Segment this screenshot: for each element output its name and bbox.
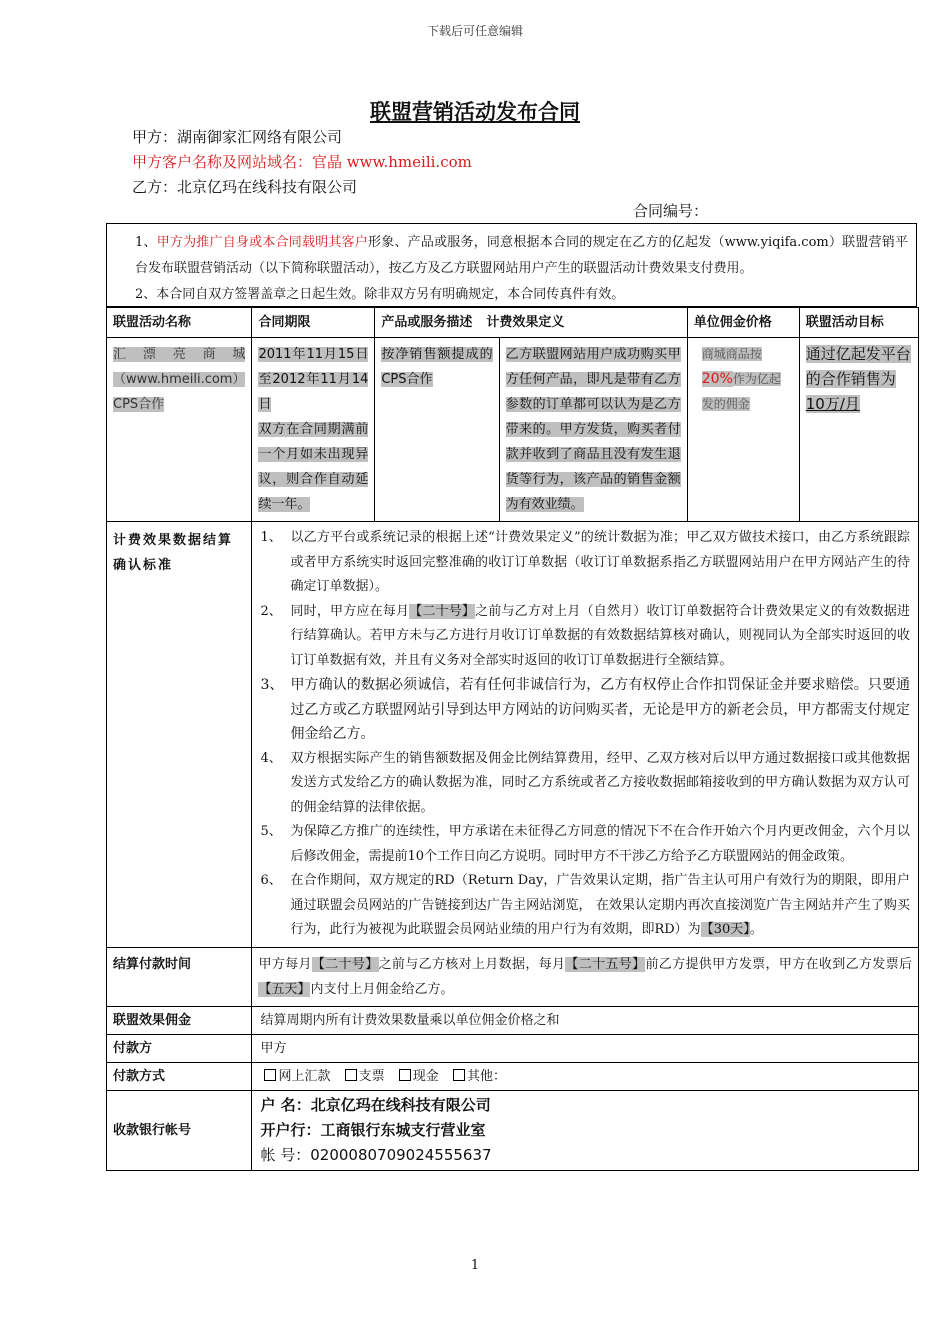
page-header-note: 下载后可任意编辑 [426,24,523,38]
list-item: 4、 双方根据实际产生的销售额数据及佣金比例结算费用，经甲、乙双方核对后以甲方通过数据接口或其他数据发送方式发给乙方的确认数据为准，同时乙方系统或者乙方接收数据邮箱接收到的甲方确认数据为双方认可的佣金结算的法律依据。 [260,750,910,815]
contract-table [106,307,919,1171]
pay-method-row [107,1062,919,1090]
party-a-client: 甲方客户名称及网站域名：官晶 www.hmeili.com [132,153,472,171]
bank-account-number: 帐 号：0200080709024555637 [260,1145,492,1164]
page-number: 1 [470,1258,480,1273]
party-b: 乙方：北京亿玛在线科技有限公司 [132,178,358,196]
table-header-row [107,308,919,338]
list-item: 5、 为保障乙方推广的连续性，甲方承诺在未征得乙方同意的情况下不在合作开始六个月内更改佣金，六个月以后修改佣金，需提前10个工作日向乙方说明。同时甲方不干涉乙方给予乙方联盟网站的佣金政策。 [260,824,910,864]
header-target: 联盟活动目标 [799,308,918,338]
bank-details [252,1090,919,1170]
table-data-row [107,338,919,522]
cell-activity-name: 汇漂亮商城（www.hmeili.com）CPS合作 [107,338,252,522]
list-item: 1、 以乙方平台或系统记录的根据上述“计费效果定义”的统计数据为准；甲乙双方做技术接口，由乙方系统跟踪或者甲方系统实时返回完整准确的收订订单数据（收订订单数据系指乙方联盟网站用户在甲方网站产生的待确定订单数据）。 [260,530,910,594]
header-product-effect: 产品或服务描述 计费效果定义 [375,308,687,338]
list-item: 2、 同时，甲方应在每月【二十号】之前与乙方对上月（自然月）收订订单数据符合计费效果定义的有效数据进行结算确认。若甲方未与乙方进行月收订订单数据的有效数据结算核对确认，则视同认为全部实时返回的收订订单数据有效，并且有义务对全部实时返回的收订订单数据进行全额结算。 [260,603,910,668]
party-a: 甲方：湖南御家汇网络有限公司 [132,128,343,146]
pay-method-options [252,1062,919,1090]
settle-label: 计费效果数据结算确认标准 [107,522,252,948]
commission-row [107,1006,919,1034]
payer-label: 付款方 [107,1034,252,1062]
payment-time-text: 甲方每月【二十号】之前与乙方核对上月数据，每月【二十五号】前乙方提供甲方发票，甲方在收到乙方发票后【五天】内支付上月佣金给乙方。 [252,947,919,1006]
settle-list [260,526,910,943]
bank-account-name: 户 名：北京亿玛在线科技有限公司 [260,1095,491,1114]
commission-percent: 20% [701,371,733,387]
target-amount: 10万/月 [805,395,860,413]
checkbox-other[interactable]: 其他： [453,1069,506,1084]
cell-period: 2011年11月15日至2012年11月14日 双方在合同期满前一个月如未出现异议，则合作自动延续一年。 [252,338,375,522]
cell-unit-price: 商城商品按20%作为亿起发的佣金 [687,338,799,522]
list-item: 6、 在合作期间，双方规定的RD（Return Day，广告效果认定期，指广告主认可用户有效行为的期限，即用户通过联盟会员网站的广告链接到达广告主网站浏览， 在效果认定期内再次直接浏览广告主网站并产生了购买行为，此行为被视为此联盟会员网站业绩的用户行为有效期，即RD）为【30天】。 [260,873,910,937]
bank-branch: 开户行：工商银行东城支行营业室 [260,1120,486,1139]
intro-clause-1: 1、甲方为推广自身或本合同载明其客户形象、产品或服务，同意根据本合同的规定在乙方的亿起发（www.yiqifa.com）联盟营销平台发布联盟营销活动（以下简称联盟活动），按乙方及乙方联盟网站用户产生的联盟活动计费效果支付费用。 [135,235,908,276]
cell-target: 通过亿起发平台的合作销售为10万/月 [799,338,918,522]
pay-method-label: 付款方式 [107,1062,252,1090]
payer-row [107,1034,919,1062]
intro-box [106,223,917,307]
bank-row [107,1090,919,1170]
intro-clause-2: 2、本合同自双方签署盖章之日起生效。除非双方另有明确规定，本合同传真件有效。 [135,287,625,302]
header-activity-name: 联盟活动名称 [107,308,252,338]
checkbox-online-transfer[interactable]: 网上汇款 [264,1069,330,1084]
header-unit-price: 单位佣金价格 [687,308,799,338]
commission-label: 联盟效果佣金 [107,1006,252,1034]
settle-content [252,522,919,948]
header-period: 合同期限 [252,308,375,338]
payment-time-row [107,947,919,1006]
intro-red-text: 甲方为推广自身或本合同载明其客户 [156,235,369,250]
commission-text: 结算周期内所有计费效果数量乘以单位佣金价格之和 [252,1006,919,1034]
list-item: 3、 甲方确认的数据必须诚信，若有任何非诚信行为，乙方有权停止合作扣罚保证金并要求赔偿。只要通过乙方或乙方联盟网站引导到达甲方网站的访问购买者，无论是甲方的新老会员，甲方都需支付规定佣金给乙方。 [260,677,910,742]
payment-time-label: 结算付款时间 [107,947,252,1006]
settle-row [107,522,919,948]
cell-effect-definition: 乙方联盟网站用户成功购买甲方任何产品，即凡是带有乙方参数的订单都可以认为是乙方带来的。甲方发货，购买者付款并收到了商品且没有发生退货等行为，该产品的销售金额为有效业绩。 [499,338,687,522]
checkbox-check[interactable]: 支票 [345,1069,385,1084]
document-title: 联盟营销活动发布合同 [370,100,580,124]
bank-label: 收款银行帐号 [107,1090,252,1170]
cell-product: 按净销售额提成的CPS合作 [375,338,499,522]
payer-text: 甲方 [252,1034,919,1062]
checkbox-cash[interactable]: 现金 [399,1069,439,1084]
contract-number-label: 合同编号： [633,202,709,220]
